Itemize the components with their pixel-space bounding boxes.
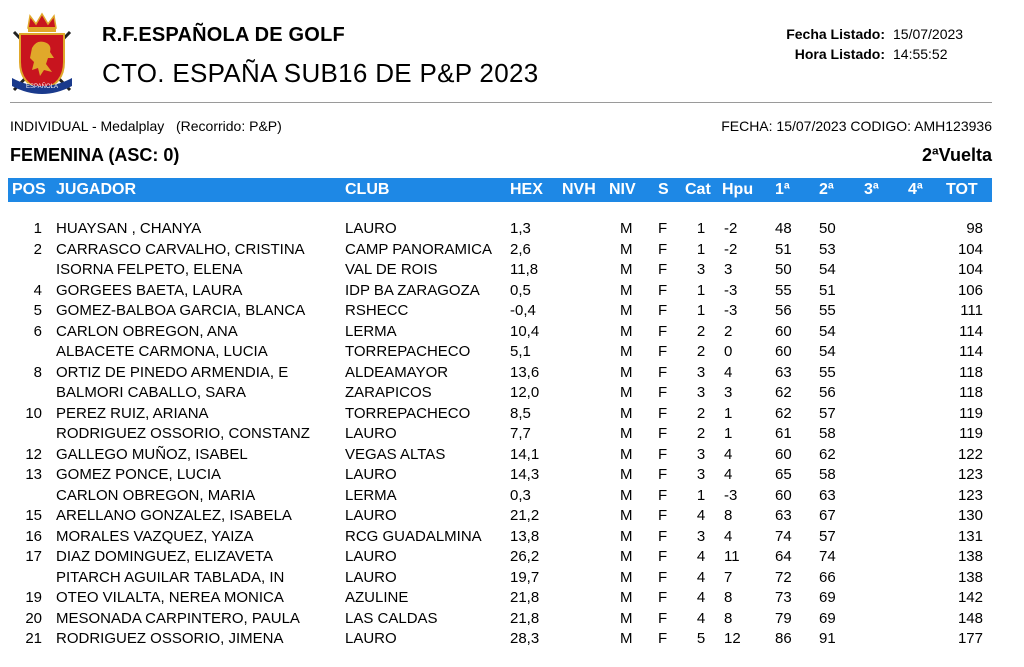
cell-jugador: CARRASCO CARVALHO, CRISTINA: [56, 240, 305, 258]
cell-s: F: [658, 445, 668, 463]
table-row: [8, 526, 992, 547]
cell-r1: 73: [775, 589, 792, 606]
cell-jugador: ISORNA FELPETO, ELENA: [56, 261, 243, 278]
cell-niv: M: [620, 609, 633, 627]
cell-r2: 67: [819, 507, 836, 524]
cell-r2: 69: [819, 589, 836, 606]
cell-r1: 60: [775, 322, 792, 340]
cell-hpu: 7: [724, 568, 733, 586]
cell-pos: 19: [25, 589, 42, 606]
cell-club: TORREPACHECO: [345, 343, 471, 360]
cell-r2: 69: [819, 609, 836, 627]
cell-s: F: [658, 486, 668, 504]
col-cat: Cat: [685, 181, 711, 198]
table-row: [8, 403, 992, 424]
cell-jugador: PEREZ RUIZ, ARIANA: [56, 404, 209, 422]
cell-r1: 60: [775, 343, 792, 360]
cell-cat: 1: [696, 486, 706, 504]
cell-r1: 64: [775, 548, 792, 565]
table-row: [8, 362, 992, 383]
cell-tot: 104: [957, 261, 983, 278]
cell-pos: 16: [25, 527, 42, 545]
cell-pos: 20: [25, 609, 42, 627]
cell-r1: 56: [775, 302, 792, 319]
cell-r2: 74: [819, 548, 836, 565]
cell-r1: 79: [775, 609, 792, 627]
cell-cat: 4: [696, 568, 706, 586]
cell-jugador: GOMEZ PONCE, LUCIA: [56, 466, 222, 483]
cell-jugador: RODRIGUEZ OSSORIO, JIMENA: [56, 630, 284, 647]
cell-pos: 17: [25, 548, 42, 565]
cell-cat: 4: [696, 589, 706, 606]
cell-r2: 62: [819, 445, 836, 463]
cell-club: TORREPACHECO: [345, 404, 471, 422]
cell-jugador: ARELLANO GONZALEZ, ISABELA: [56, 507, 292, 524]
cell-r2: 66: [819, 568, 836, 586]
tournament-title: CTO. ESPAÑA SUB16 DE P&P 2023: [102, 58, 539, 88]
col-club: CLUB: [345, 181, 390, 198]
cell-jugador: CARLON OBREGON, ANA: [56, 322, 238, 340]
cell-club: LERMA: [345, 322, 397, 340]
cell-r1: 55: [775, 281, 792, 299]
cell-r1: 63: [775, 363, 792, 381]
cell-tot: 104: [957, 240, 983, 258]
table-row: [8, 608, 992, 629]
cell-hex: 7,7: [510, 425, 531, 442]
cell-cat: 1: [696, 220, 706, 237]
cell-r2: 54: [819, 261, 836, 278]
cell-tot: 123: [957, 466, 983, 483]
round-label: 2ªVuelta: [921, 145, 992, 165]
col-niv: NIV: [609, 181, 636, 198]
listing-time-value: 14:55:52: [893, 46, 948, 62]
cell-r2: 57: [819, 527, 836, 545]
cell-club: AZULINE: [345, 589, 409, 606]
cell-jugador: HUAYSAN , CHANYA: [56, 220, 202, 237]
cell-tot: 118: [959, 384, 983, 401]
cell-hpu: 8: [724, 609, 733, 627]
cell-r1: 51: [775, 240, 792, 258]
table-row: [8, 485, 992, 506]
cell-club: LAURO: [345, 466, 397, 483]
cell-hpu: 3: [724, 384, 733, 401]
cell-r2: 56: [819, 384, 836, 401]
results-table-header: [8, 178, 992, 202]
cell-r1: 48: [775, 220, 792, 237]
cell-niv: M: [620, 384, 633, 401]
cell-hpu: 0: [724, 343, 733, 360]
cell-jugador: GOMEZ-BALBOA GARCIA, BLANCA: [56, 302, 306, 319]
cell-hex: 14,3: [510, 466, 540, 483]
cell-tot: 119: [959, 425, 983, 442]
listing-date-label: Fecha Listado:: [786, 26, 885, 42]
cell-jugador: OTEO VILALTA, NEREA MONICA: [56, 589, 284, 606]
cell-hex: 28,3: [510, 630, 540, 647]
cell-s: F: [658, 404, 668, 422]
cell-r2: 55: [819, 302, 836, 319]
col-hpu: Hpu: [722, 181, 754, 198]
cell-club: VAL DE ROIS: [345, 261, 438, 278]
cell-niv: M: [620, 445, 633, 463]
cell-tot: 114: [959, 343, 983, 360]
cell-club: RCG GUADALMINA: [345, 527, 482, 545]
cell-tot: 106: [957, 281, 983, 299]
cell-hpu: 1: [724, 404, 733, 422]
cell-cat: 5: [696, 630, 706, 647]
cell-hex: 12,0: [510, 384, 540, 401]
cell-hex: -0,4: [510, 302, 536, 319]
table-row: [8, 280, 992, 301]
category-title: FEMENINA (ASC: 0): [10, 145, 180, 165]
cell-s: F: [658, 240, 668, 258]
header-divider: [10, 102, 992, 103]
cell-cat: 3: [696, 466, 706, 483]
cell-r1: 62: [775, 404, 792, 422]
cell-tot: 142: [957, 589, 983, 606]
cell-cat: 3: [696, 384, 706, 401]
cell-r1: 60: [775, 445, 792, 463]
cell-r2: 57: [819, 404, 836, 422]
cell-s: F: [658, 322, 668, 340]
cell-jugador: CARLON OBREGON, MARIA: [56, 486, 256, 504]
cell-hpu: 4: [724, 527, 733, 545]
cell-r2: 54: [819, 343, 836, 360]
cell-hex: 26,2: [510, 548, 540, 565]
cell-hex: 14,1: [510, 445, 540, 463]
table-row: [8, 239, 992, 260]
cell-r2: 50: [819, 220, 836, 237]
table-row: [8, 444, 992, 465]
table-row: [8, 567, 992, 588]
cell-niv: M: [620, 220, 633, 237]
cell-pos: 13: [25, 466, 42, 483]
cell-club: VEGAS ALTAS: [345, 445, 446, 463]
cell-s: F: [658, 343, 668, 360]
cell-club: LAURO: [345, 507, 397, 524]
cell-hpu: 4: [724, 466, 733, 483]
cell-tot: 123: [957, 486, 983, 504]
cell-pos: 2: [33, 240, 42, 258]
cell-r2: 58: [819, 466, 836, 483]
cell-cat: 2: [696, 322, 706, 340]
cell-hex: 13,6: [510, 363, 540, 381]
cell-r1: 61: [775, 425, 792, 442]
rfeg-crest-logo: [6, 12, 78, 94]
table-row: [8, 505, 992, 526]
cell-jugador: GALLEGO MUÑOZ, ISABEL: [56, 445, 248, 463]
cell-tot: 98: [966, 220, 983, 237]
cell-cat: 3: [696, 261, 706, 278]
col-jugador: JUGADOR: [56, 181, 137, 198]
cell-club: LAURO: [345, 220, 397, 237]
cell-tot: 138: [957, 568, 983, 586]
cell-hex: 11,8: [510, 261, 539, 278]
cell-tot: 131: [957, 527, 983, 545]
table-row: [8, 259, 992, 280]
table-row: [8, 218, 992, 239]
organization-name: R.F.ESPAÑOLA DE GOLF: [102, 24, 345, 46]
cell-hex: 2,6: [510, 240, 531, 258]
cell-r2: 53: [819, 240, 836, 258]
table-row: [8, 628, 992, 649]
cell-hex: 21,2: [510, 507, 540, 524]
cell-s: F: [658, 363, 668, 381]
cell-niv: M: [620, 281, 633, 299]
cell-pos: 10: [25, 404, 42, 422]
col-round-1: 1ª: [775, 181, 790, 198]
cell-pos: 12: [25, 445, 42, 463]
cell-niv: M: [620, 343, 633, 360]
cell-hpu: 4: [724, 445, 733, 463]
cell-pos: 5: [33, 302, 42, 319]
cell-r1: 60: [775, 486, 792, 504]
cell-tot: 122: [957, 445, 983, 463]
col-s: S: [658, 181, 669, 198]
cell-cat: 4: [696, 548, 706, 565]
cell-cat: 3: [696, 527, 706, 545]
crest-icon: [6, 12, 78, 94]
cell-niv: M: [620, 568, 633, 586]
table-row: [8, 587, 992, 608]
cell-r2: 58: [819, 425, 836, 442]
cell-hex: 19,7: [510, 568, 540, 586]
cell-r2: 54: [819, 322, 836, 340]
cell-hpu: 3: [724, 261, 733, 278]
cell-hpu: -3: [724, 302, 738, 319]
cell-niv: M: [620, 548, 633, 565]
table-row: [8, 546, 992, 567]
cell-s: F: [658, 548, 668, 565]
cell-niv: M: [620, 363, 633, 381]
cell-hex: 0,5: [510, 281, 531, 299]
cell-pos: 1: [33, 220, 42, 237]
cell-jugador: DIAZ DOMINGUEZ, ELIZAVETA: [56, 548, 273, 565]
cell-jugador: ORTIZ DE PINEDO ARMENDIA, E: [56, 363, 289, 381]
cell-cat: 2: [696, 343, 706, 360]
cell-cat: 4: [696, 609, 706, 627]
listing-time-label: Hora Listado:: [794, 46, 885, 62]
cell-hpu: 4: [724, 363, 733, 381]
col-pos: POS: [12, 181, 46, 198]
svg-text:ESPAÑOLA: ESPAÑOLA: [26, 84, 58, 90]
cell-jugador: PITARCH AGUILAR TABLADA, IN: [56, 568, 285, 586]
cell-pos: 8: [33, 363, 42, 381]
table-row: [8, 423, 992, 444]
cell-club: LAURO: [345, 568, 397, 586]
cell-r1: 62: [775, 384, 792, 401]
listing-meta: [786, 24, 976, 64]
cell-niv: M: [620, 466, 633, 483]
cell-jugador: ALBACETE CARMONA, LUCIA: [56, 343, 268, 360]
table-row: [8, 464, 992, 485]
cell-hex: 10,4: [510, 322, 540, 340]
cell-jugador: BALMORI CABALLO, SARA: [56, 384, 247, 401]
competition-date-code: FECHA: 15/07/2023 CODIGO: AMH123936: [721, 118, 992, 134]
cell-pos: 4: [33, 281, 42, 299]
cell-club: RSHECC: [345, 302, 409, 319]
cell-s: F: [658, 568, 668, 586]
cell-niv: M: [620, 527, 633, 545]
listing-date-value: 15/07/2023: [893, 26, 964, 42]
cell-hpu: 2: [724, 322, 733, 340]
cell-s: F: [658, 589, 668, 606]
cell-tot: 148: [957, 609, 983, 627]
cell-club: ZARAPICOS: [345, 384, 432, 401]
table-row: [8, 341, 992, 362]
cell-tot: 119: [959, 404, 983, 422]
cell-r2: 91: [819, 630, 836, 647]
cell-cat: 3: [696, 363, 706, 381]
table-row: [8, 321, 992, 342]
cell-hpu: 12: [724, 630, 741, 647]
cell-hpu: -3: [724, 281, 738, 299]
cell-hpu: -2: [724, 220, 738, 237]
cell-pos: 15: [25, 507, 42, 524]
cell-pos: 21: [25, 630, 42, 647]
cell-hex: 5,1: [510, 343, 531, 360]
cell-niv: M: [620, 240, 633, 258]
cell-pos: 6: [33, 322, 42, 340]
cell-hex: 21,8: [510, 609, 540, 627]
cell-s: F: [658, 630, 668, 647]
cell-club: LAURO: [345, 425, 397, 442]
cell-s: F: [658, 261, 668, 278]
cell-jugador: GORGEES BAETA, LAURA: [56, 281, 243, 299]
cell-club: IDP BA ZARAGOZA: [345, 281, 480, 299]
listing-date-row: [786, 24, 976, 44]
cell-r1: 65: [775, 466, 792, 483]
cell-hex: 1,3: [510, 220, 531, 237]
cell-cat: 1: [696, 302, 706, 319]
cell-r1: 86: [775, 630, 792, 647]
cell-hex: 8,5: [510, 404, 531, 422]
cell-hpu: 11: [724, 548, 740, 565]
cell-s: F: [658, 302, 668, 319]
cell-club: LAURO: [345, 548, 397, 565]
cell-niv: M: [620, 322, 633, 340]
cell-r2: 63: [819, 486, 836, 504]
cell-tot: 177: [957, 630, 983, 647]
cell-tot: 138: [957, 548, 983, 565]
cell-tot: 118: [959, 363, 983, 381]
cell-cat: 4: [696, 507, 706, 524]
cell-cat: 3: [696, 445, 706, 463]
cell-hex: 21,8: [510, 589, 540, 606]
cell-niv: M: [620, 404, 633, 422]
cell-cat: 1: [696, 240, 706, 258]
cell-hpu: 1: [724, 425, 733, 442]
cell-hpu: -2: [724, 240, 738, 258]
cell-hex: 13,8: [510, 527, 540, 545]
cell-r1: 72: [775, 568, 792, 586]
cell-s: F: [658, 527, 668, 545]
cell-r2: 51: [819, 281, 836, 299]
cell-s: F: [658, 281, 668, 299]
cell-s: F: [658, 425, 668, 442]
cell-r1: 50: [775, 261, 792, 278]
col-round-4: 4ª: [908, 181, 923, 198]
cell-s: F: [658, 466, 668, 483]
cell-club: LAS CALDAS: [345, 609, 438, 627]
cell-niv: M: [620, 425, 633, 442]
cell-niv: M: [620, 261, 633, 278]
cell-club: LAURO: [345, 630, 397, 647]
cell-niv: M: [620, 507, 633, 524]
cell-tot: 111: [960, 302, 983, 319]
cell-hpu: 8: [724, 589, 733, 606]
table-row: [8, 382, 992, 403]
col-hex: HEX: [510, 181, 543, 198]
cell-r1: 63: [775, 507, 792, 524]
cell-s: F: [658, 609, 668, 627]
cell-r2: 55: [819, 363, 836, 381]
cell-cat: 1: [696, 281, 706, 299]
cell-cat: 2: [696, 404, 706, 422]
cell-niv: M: [620, 630, 633, 647]
cell-club: CAMP PANORAMICA: [345, 240, 492, 258]
listing-time-row: [786, 44, 976, 64]
cell-tot: 114: [959, 322, 983, 340]
cell-s: F: [658, 384, 668, 401]
cell-hpu: 8: [724, 507, 733, 524]
cell-jugador: MORALES VAZQUEZ, YAIZA: [56, 527, 254, 545]
cell-club: LERMA: [345, 486, 397, 504]
cell-niv: M: [620, 302, 633, 319]
cell-jugador: RODRIGUEZ OSSORIO, CONSTANZ: [56, 425, 310, 442]
cell-s: F: [658, 220, 668, 237]
cell-jugador: MESONADA CARPINTERO, PAULA: [56, 609, 300, 627]
results-table-body: [8, 218, 992, 649]
cell-hpu: -3: [724, 486, 738, 504]
cell-club: ALDEAMAYOR: [345, 363, 449, 381]
cell-tot: 130: [957, 507, 983, 524]
col-tot: TOT: [946, 181, 978, 198]
competition-format: INDIVIDUAL - Medalplay (Recorrido: P&P): [10, 118, 282, 134]
cell-hex: 0,3: [510, 486, 531, 504]
cell-s: F: [658, 507, 668, 524]
cell-r1: 74: [775, 527, 792, 545]
col-round-2: 2ª: [819, 181, 834, 198]
cell-cat: 2: [696, 425, 706, 442]
cell-niv: M: [620, 589, 633, 606]
cell-niv: M: [620, 486, 633, 504]
table-row: [8, 300, 992, 321]
col-nvh: NVH: [562, 181, 596, 198]
col-round-3: 3ª: [864, 181, 879, 198]
